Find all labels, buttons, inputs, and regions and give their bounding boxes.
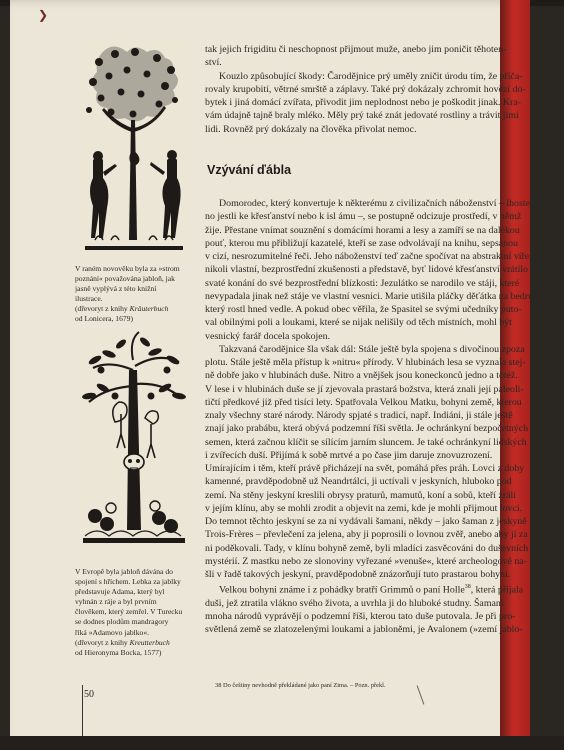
text-line: Do temnot těchto jeskyní se za ní vydávali šamani, někdy – jako šaman z jeskyně <box>205 516 527 527</box>
text-line: rovaly krupobití, větrné smrště a záplavy. Také prý dokázaly zchromit hovězí do- <box>205 83 526 95</box>
text-line: Domorodec, který konvertuje k některému z civilizačních náboženství – lhostej- <box>219 198 536 209</box>
caption-line: se dodnes plodům mandragory <box>75 617 169 627</box>
caption-line: říká »Adamovo jablko«. <box>75 627 150 637</box>
text-line: svaté konání do své bezprostřední blízkosti: Jezulátko se narodilo ve stáji, které <box>205 277 520 289</box>
paragraph-domorodec <box>205 197 537 343</box>
text-line: plotu. Stále ještě měla přístup k »nitru« přírody. V hlubinách lesa se vyznala stej- <box>205 357 526 368</box>
body-text-main <box>205 197 537 637</box>
caption-line: od Lonicera, 1679) <box>75 314 133 324</box>
caption-source: (dřevoryt z knihy <box>75 304 130 314</box>
page-number: 50 <box>84 689 94 700</box>
text-span: , která přijala <box>470 584 524 596</box>
figure-caption <box>75 567 195 658</box>
text-line: zemí. Na stěny jeskyní kreslili obrysy praturů, mamutů, koní a sobů, kteří zrálí <box>205 489 516 501</box>
paragraph-velkou <box>205 581 537 636</box>
text-line: Takzvaná čarodějnice šla však dál: Stále ještě byla spojena s divočinou zpoza <box>219 343 525 355</box>
caption-line: člověkem, který zemřel. V Turecku <box>75 607 183 617</box>
paragraph-intro <box>205 43 537 70</box>
text-line: ně dobře jako v hlubinách duše. Nitro a vnějšek jsou koneckonců jedno a totéž. <box>205 370 518 382</box>
paragraph-damage-spell <box>205 70 537 136</box>
text-line: mystérií. Z mastku nebo ze slonoviny vyřezané »venuše«, které archeologové na- <box>205 555 527 567</box>
text-line: znaly všechny staré národy. Národy spjaté s tradicí, např. Indiáni, ji stále ještě <box>205 410 513 421</box>
woodcut-apple-tree-skull <box>75 330 193 562</box>
caption-line: V Evropě byla jabloň dávána do <box>75 567 173 576</box>
text-line: i zvířecích duší. Přijímá k sobě mrtvé a po čase jim daruje znovuzrození. <box>205 449 493 461</box>
text-line: duši, jež ztratila vlákno svého života, a uvrhla ji do hluboké studny. Šamani <box>205 597 504 609</box>
text-line: Umírajícím i těm, kteří právě přicházejí na svět, pomáhá přes práh. Lovci z doby <box>205 463 525 474</box>
caption-line: představuje Adama, který byl <box>75 587 165 597</box>
text-span: Velkou bohyni známe i z pohádky bratří Grimmů o paní Holle <box>219 584 465 596</box>
text-line: pouť, kterou mu přibližují kazatelé, kteří se zase odvolávají na knihu, sepsanou <box>205 237 518 249</box>
caption-line: spojení s hříchem. Lebka za jablky <box>75 577 181 587</box>
text-line: znají jako prabábu, která obývá podzemní říši světla. Je ochránkyní bezpočetných <box>205 423 529 435</box>
caption-line: ilustrace. <box>75 294 103 304</box>
text-line: světlená země se zlatozelenými loukami a jabloněmi, je Avalonem (»zemí jablo- <box>205 624 523 636</box>
text-line: šli v řadě takových jeskyní, pravděpodobně znázorňují tuto prastarou bohyni. <box>205 569 511 580</box>
text-line: v cizí, nesrozumitelné řeči. Jeho náboženství teď začne spočívat na abstraktní víře, <box>205 251 532 262</box>
text-line: ni poděkovali. Tady, v klínu bohyně země, byli mladíci zasvěcováni do duševních <box>205 542 529 554</box>
text-line: který rostl hned vedle. A pokud obec věřila, že Spasitel se svými učedníky puto- <box>205 304 522 315</box>
caption-line: vyhnán z ráje a byl prvním <box>75 597 157 607</box>
text-line: tičtí předkové již před tisíci lety. Spatřovala Velkou Matku, bohyni země, kterou <box>205 396 522 408</box>
text-line: bytek i jiná domácí zvířata, přivodit jim neplodnost nebo je poškodit jinak. Kra- <box>205 97 521 108</box>
caption-book-title: Kräuterbuch <box>129 304 169 314</box>
woodcut-tree-of-knowledge <box>75 40 193 262</box>
caption-line <box>75 304 193 314</box>
corner-mark-icon: ❯ <box>38 8 49 22</box>
footnote: 38 Do češtiny nevhodně překládané jako paní Zima. – Pozn. překl. <box>215 682 386 689</box>
caption-source: (dřevoryt z knihy <box>75 637 130 647</box>
caption-line <box>75 638 195 648</box>
text-line: žije. Přestane vnímat souznění s domácími horami a lesy a zamíří se na dalekou <box>205 224 520 236</box>
text-line: nikoli vlastní, bezprostřední zkušenosti a představě, byť lidové křesťanství vrátilo <box>205 264 528 276</box>
text-line: v jejím klínu, aby se mohli zrodit a objevit na zemi, kde je mohli přijmout lovci. <box>205 502 523 514</box>
paragraph-takzvana <box>205 343 537 582</box>
text-line: nevypadala jinak než stáje ve vlastní vesnici. Marie utišila pláčky děťátka na bedru <box>205 290 534 302</box>
section-heading: Vzývání ďábla <box>207 163 292 177</box>
text-line: kamenné, pravděpodobně už Neandrtálci, ji uctívali v jeskyních, hluboko pod <box>205 476 512 488</box>
text-line: ství. <box>205 57 222 69</box>
text-line: lidi. Rovněž prý dokázaly na člověka přivolat nemoc. <box>205 123 417 135</box>
scan-bottom-edge <box>0 736 564 750</box>
caption-line: od Hieronyma Bocka, 1577) <box>75 647 162 657</box>
text-line: Trois-Frères – převlečení za jelena, aby ji poprosili o lovnou zvěř, anebo aby jí za <box>205 529 528 541</box>
figure-caption <box>75 264 193 325</box>
caption-line: jasně vyplývá z této knižní <box>75 284 157 294</box>
text-line: vám údajně tajně braly mléko. Měly prý také znát jedovaté rostliny a trávit jimi <box>205 110 519 122</box>
text-line <box>205 581 537 597</box>
text-line: mnoha národů vyprávějí o podzemní říši, kterou tato duše putovala. Je při pro- <box>205 611 516 623</box>
caption-book-title: Kreutterbuch <box>129 637 170 647</box>
caption-line: poznání« považována jabloň, jak <box>75 274 175 284</box>
text-line: Kouzlo způsobující škody: Čarodějnice prý uměly zničit úrodu tím, že přiča- <box>219 70 523 82</box>
text-line: semen, která začnou klíčit se sílícím jarním sluncem. Je také ochránkyní lidských <box>205 436 527 448</box>
text-line: tak jejich frigiditu či neschopnost přijmout muže, anebo jim poničit těhoten- <box>205 44 507 55</box>
text-line: V lese i v hlubinách duše se jí zjevovala prastará božstva, která znali její paleoli- <box>205 383 524 395</box>
text-line: vesnický farář docela spokojen. <box>205 330 331 342</box>
caption-line: V raném novověku byla za »strom <box>75 264 180 273</box>
page-number-rule <box>82 685 83 737</box>
body-text-top <box>205 43 537 136</box>
footnote-marker: 38 <box>464 584 471 591</box>
text-line: val obilnými poli a loukami, které se nijak nelišily od těch místních, mohl být <box>205 317 512 329</box>
text-line: no jestli ke křesťanství nebo k isl ámu –, se postupně odcizuje prostředí, v němž <box>205 211 522 223</box>
